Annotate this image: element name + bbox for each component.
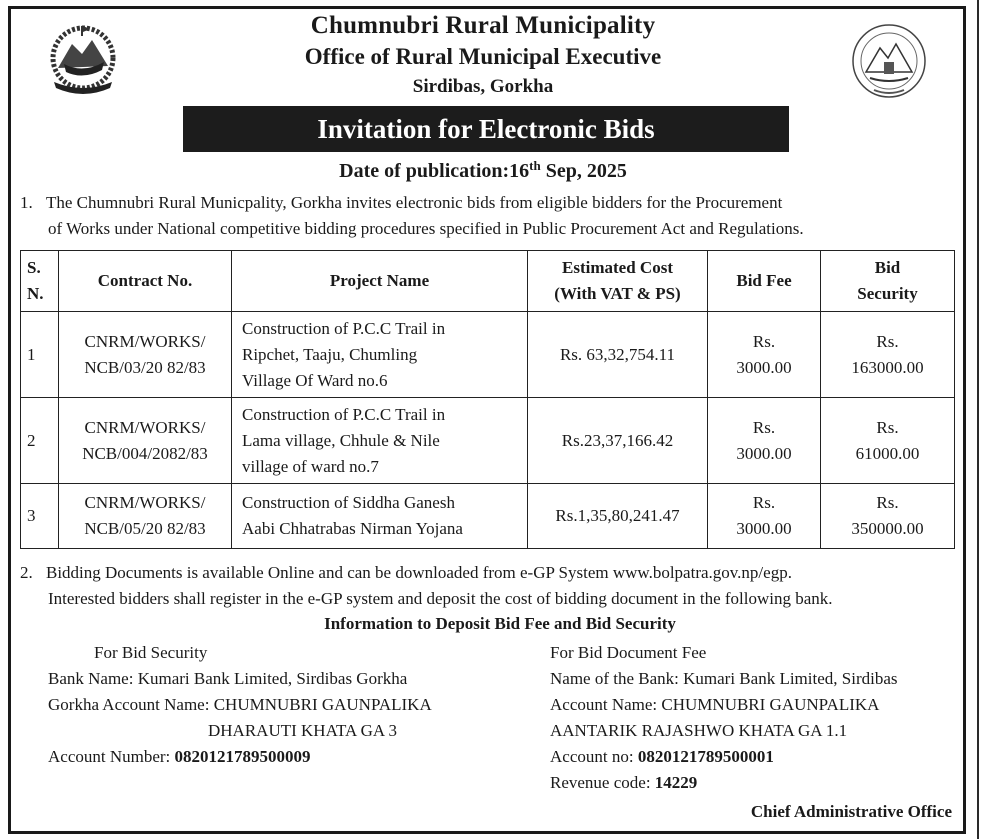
cell-estimated-cost: Rs. 63,32,754.11 xyxy=(528,312,708,398)
publication-date-label: Date of publication: xyxy=(339,160,510,182)
cell-contract-no: CNRM/WORKS/ NCB/03/20 82/83 xyxy=(59,312,232,398)
bid-document-fee-bank: Name of the Bank: Kumari Bank Limited, Sirdibas xyxy=(550,669,898,688)
header-sn: S. N. xyxy=(21,251,59,312)
cell-bid-security: Rs. 61000.00 xyxy=(821,398,955,484)
paragraph-2-line-2: Interested bidders shall register in the e-GP system and deposit the cost of bidding document in the following bank. xyxy=(48,589,833,608)
paragraph-1 xyxy=(20,190,960,242)
scan-edge-line xyxy=(977,0,979,839)
table-row xyxy=(21,398,955,484)
publication-month-year: Sep, 2025 xyxy=(540,160,627,182)
bid-security-account-number: 0820121789500009 xyxy=(174,747,311,766)
cell-sn: 2 xyxy=(21,398,59,484)
publication-day: 16 xyxy=(509,160,530,182)
cell-bid-security: Rs. 350000.00 xyxy=(821,484,955,549)
cell-project-name: Construction of P.C.C Trail in Ripchet, Taaju, Chumling Village Of Ward no.6 xyxy=(232,312,528,398)
bid-document-fee-section xyxy=(550,640,960,796)
revenue-code-row: Revenue code: 14229 xyxy=(550,773,698,792)
bid-document-fee-heading: For Bid Document Fee xyxy=(550,643,707,662)
bid-security-section xyxy=(48,640,538,770)
cell-contract-no: CNRM/WORKS/ NCB/05/20 82/83 xyxy=(59,484,232,549)
bid-security-account-name: Gorkha Account Name: CHUMNUBRI GAUNPALIKA xyxy=(48,695,432,714)
cell-bid-fee: Rs. 3000.00 xyxy=(708,484,821,549)
paragraph-number: 1. xyxy=(20,193,33,212)
bid-security-account-number-row: Account Number: 0820121789500009 xyxy=(48,747,311,766)
cell-project-name: Construction of P.C.C Trail in Lama village, Chhule & Nile village of ward no.7 xyxy=(232,398,528,484)
cell-estimated-cost: Rs.1,35,80,241.47 xyxy=(528,484,708,549)
bid-document-fee-account-number-row: Account no: 0820121789500001 xyxy=(550,747,774,766)
cell-bid-security: Rs. 163000.00 xyxy=(821,312,955,398)
office-name: Office of Rural Municipal Executive xyxy=(304,44,662,69)
cell-bid-fee: Rs. 3000.00 xyxy=(708,398,821,484)
table-row xyxy=(21,312,955,398)
cell-bid-fee: Rs. 3000.00 xyxy=(708,312,821,398)
header-bid-security: Bid Security xyxy=(821,251,955,312)
org-name: Chumnubri Rural Municipality xyxy=(310,12,656,39)
bid-security-bank: Bank Name: Kumari Bank Limited, Sirdibas Gorkha xyxy=(48,669,408,688)
deposit-info-title: Information to Deposit Bid Fee and Bid Security xyxy=(324,614,676,633)
cell-estimated-cost: Rs.23,37,166.42 xyxy=(528,398,708,484)
paragraph-2 xyxy=(20,560,960,612)
paragraph-1-line-1: The Chumnubri Rural Municpality, Gorkha invites electronic bids from eligible bidders for the Procurement xyxy=(46,193,783,212)
office-location: Sirdibas, Gorkha xyxy=(412,76,554,97)
bid-security-account-name-cont: DHARAUTI KHATA GA 3 xyxy=(208,721,397,740)
header-estimated-cost: Estimated Cost (With VAT & PS) xyxy=(528,251,708,312)
cell-project-name: Construction of Siddha Ganesh Aabi Chhatrabas Nirman Yojana xyxy=(232,484,528,549)
bid-document-fee-account-number: 0820121789500001 xyxy=(637,747,774,766)
header-project-name: Project Name xyxy=(232,251,528,312)
revenue-code: 14229 xyxy=(654,773,698,792)
paragraph-1-line-2: of Works under National competitive bidding procedures specified in Public Procurement Act and Regulations. xyxy=(48,219,804,238)
bid-document-fee-account-name-cont: AANTARIK RAJASHWO KHATA GA 1.1 xyxy=(550,721,848,740)
cell-sn: 1 xyxy=(21,312,59,398)
table-header-row xyxy=(21,251,955,312)
bids-table xyxy=(20,250,955,549)
cell-sn: 3 xyxy=(21,484,59,549)
publication-date xyxy=(0,160,966,183)
paragraph-2-line-1: Bidding Documents is available Online and can be downloaded from e-GP System www.bolpatra.gov.np/egp. xyxy=(46,563,792,582)
notice-title-banner: Invitation for Electronic Bids xyxy=(183,106,789,152)
signature-office: Chief Administrative Office xyxy=(750,802,952,821)
paragraph-number: 2. xyxy=(20,563,33,582)
publication-day-suffix: th xyxy=(529,158,541,173)
bid-security-heading: For Bid Security xyxy=(94,643,208,662)
header-contract-no: Contract No. xyxy=(59,251,232,312)
bid-document-fee-account-name: Account Name: CHUMNUBRI GAUNPALIKA xyxy=(550,695,880,714)
header-bid-fee: Bid Fee xyxy=(708,251,821,312)
table-row xyxy=(21,484,955,549)
cell-contract-no: CNRM/WORKS/ NCB/004/2082/83 xyxy=(59,398,232,484)
